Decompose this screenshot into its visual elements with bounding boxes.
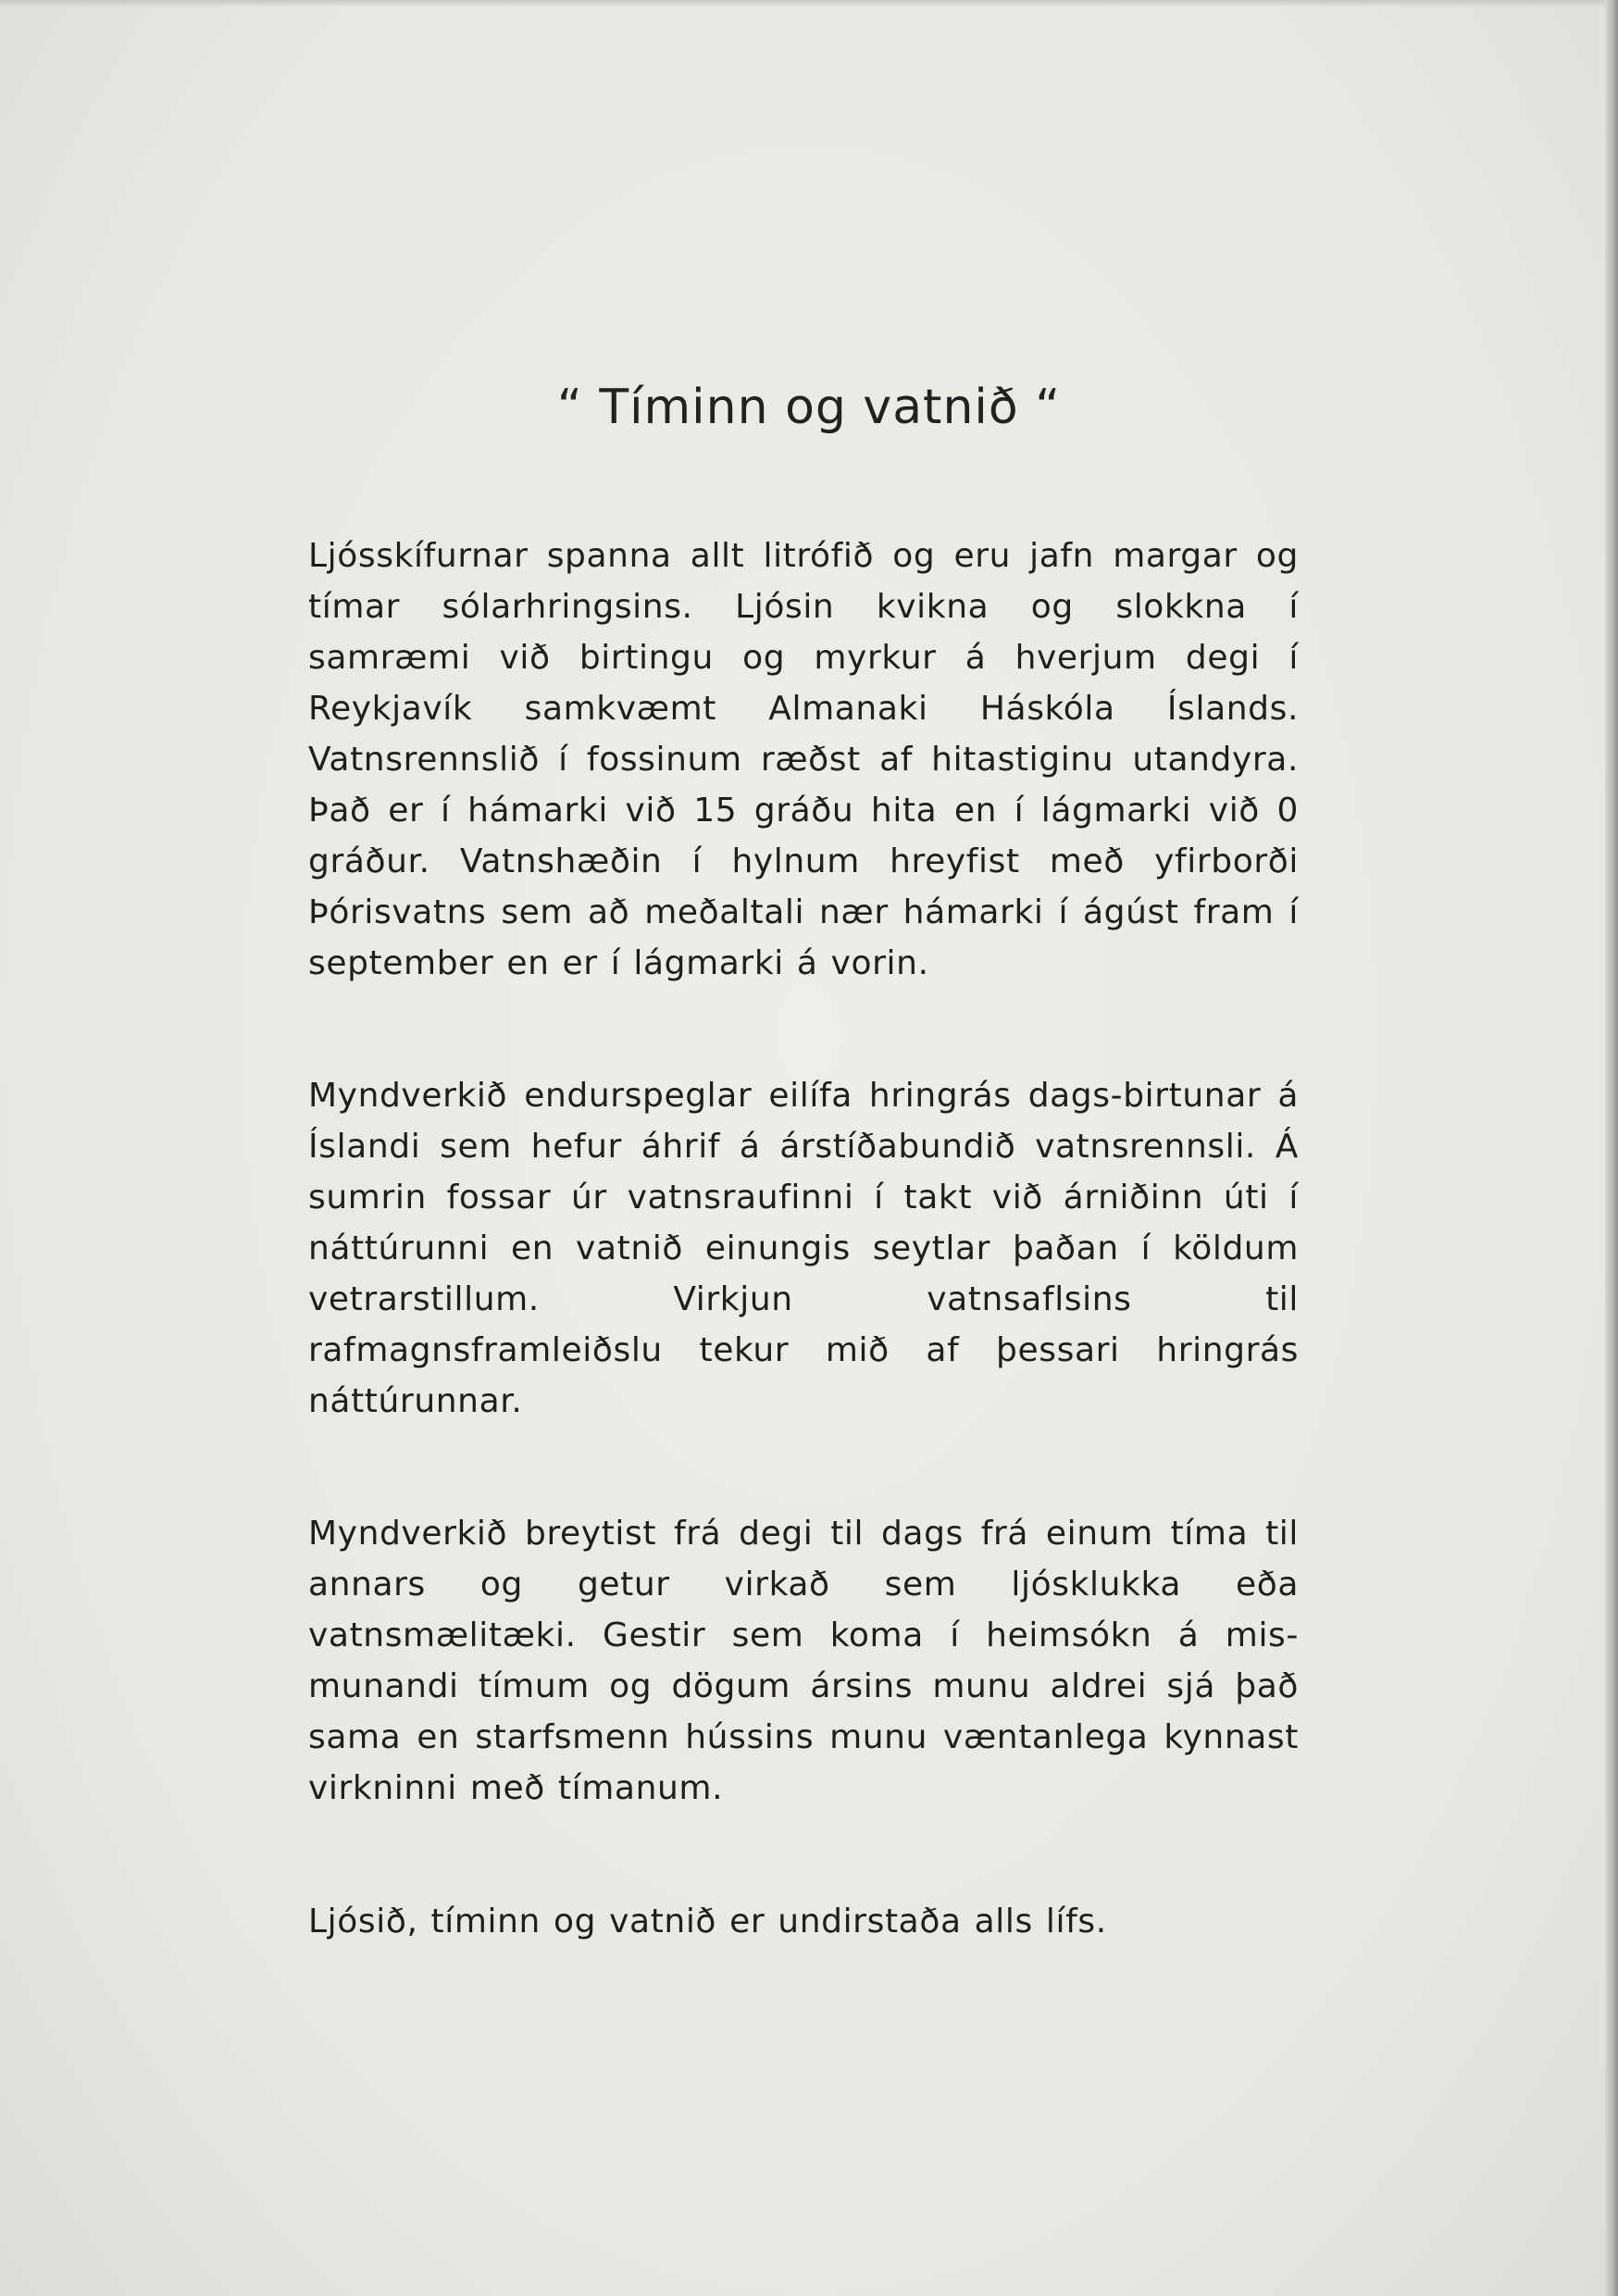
- page-right-edge-shadow: [1605, 0, 1618, 2296]
- paragraph-3: Myndverkið breytist frá degi til dags frá einum tíma til annars og getur virkað sem ljósklukka eða vatnsmælitæki. Gestir sem koma í heimsókn á mis-munandi tímum og dögum ársins munu aldrei sjá það sama en starfsmenn hússins munu væntanlega kynnast virkninni með tímanum.: [308, 1515, 1299, 1807]
- paragraph-2: Myndverkið endurspeglar eilífa hringrás dags-birtunar á Íslandi sem hefur áhrif á árstíðabundið vatnsrennsli. Á sumrin fossar úr vatnsraufinni í takt við árniðinn úti í náttúrunni en vatnið einungis seytlar þaðan í köldum vetrarstillum. Virkjun vatnsaflsins til rafmagnsframleiðslu tekur mið af þessari hringrás náttúrunnar.: [308, 1077, 1299, 1420]
- page-top-shadow: [0, 0, 1618, 7]
- page-title: “ Tíminn og vatnið “: [556, 380, 1062, 435]
- paragraph-4: Ljósið, tíminn og vatnið er undirstaða alls lífs.: [308, 1903, 1107, 1940]
- paragraph-1: Ljósskífurnar spanna allt litrófið og eru jafn margar og tímar sólarhringsins. Ljósin kvikna og slokkna í samræmi við birtingu og myrkur á hverjum degi í Reykjavík samkvæmt Almanaki Háskóla Íslands. Vatnsrennslið í fossinum ræðst af hitastiginu utandyra. Það er í hámarki við 15 gráðu hita en í lágmarki við 0 gráður. Vatnshæðin í hylnum hreyfist með yfirborði Þórisvatns sem að meðaltali nær hámarki í ágúst fram í september en er í lágmarki á vorin.: [308, 537, 1299, 982]
